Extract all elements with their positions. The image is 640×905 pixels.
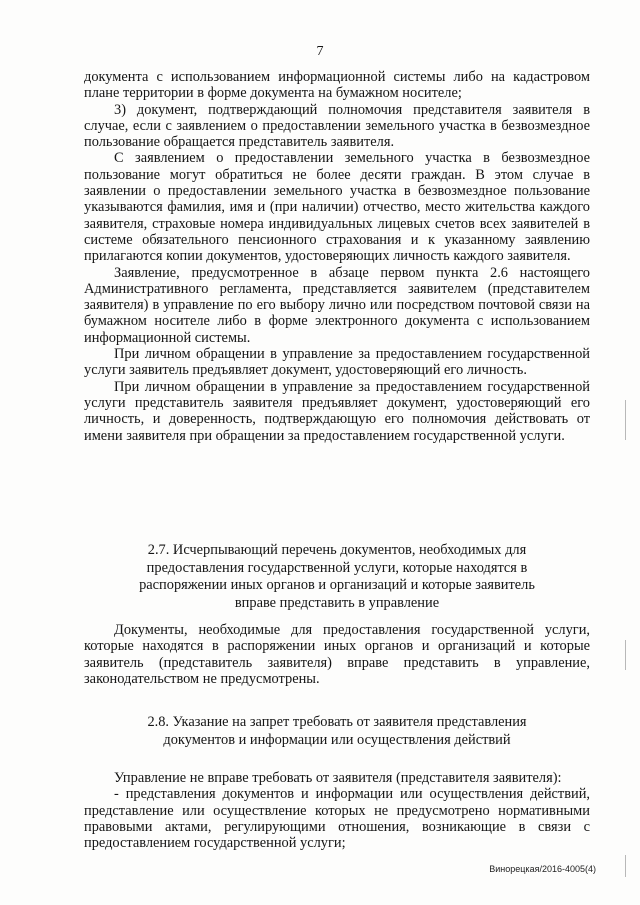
document-footer-code: Винорецкая/2016-4005(4) [489,864,596,874]
paragraph-personal-visit-applicant: При личном обращении в управление за предоставлением государственной услуги заявитель предъявляет документ, удостоверяющий его личность. [84,346,590,379]
paragraph-group-applicants: С заявлением о предоставлении земельного участка в безвозмездное пользование могут обратиться не более десяти граждан. В этом случае в заявлении о предоставлении земельного участка в безвозмездное пользование указываются фамилия, имя и (при наличии) отчество, место жительства каждого заявителя, страховые номера индивидуальных лицевых счетов всех заявителей в системе обязательного пенсионного страхования и к указанному заявлению прилагаются копии документов, удостоверяющих личность каждого заявителя. [84,150,590,265]
scan-edge-mark [625,855,626,877]
heading-line: распоряжении иных органов и организаций и которые заявитель [139,577,535,593]
main-text-block [84,69,590,444]
heading-line: предоставления государственной услуги, которые находятся в [146,559,528,576]
section-2-8-text [84,770,590,851]
paragraph-prohibition-item: - представления документов и информации или осуществления действий, представление или осуществление которых не предусмотрено нормативными правовыми актами, регулирующими отношения, возникающие в связи с предоставлением государственной услуги; [84,786,590,852]
scan-edge-mark [625,640,626,670]
section-heading-2-8 [84,714,590,749]
heading-line: 2.8. Указание на запрет требовать от заявителя представления [147,714,527,730]
scan-edge-mark [625,400,626,440]
paragraph-prohibition-intro: Управление не вправе требовать от заявителя (представителя заявителя): [114,770,562,786]
paragraph-documents-not-required: Документы, необходимые для предоставления государственной услуги, которые находятся в распоряжении иных органов и организаций и которые заявитель (представитель заявителя) вправе представить в управление, законодательством не предусмотрены. [84,622,590,687]
section-heading-2-7 [84,542,590,612]
page-number: 7 [316,44,324,59]
paragraph-item-3: 3) документ, подтверждающий полномочия представителя заявителя в случае, если с заявлением о предоставлении земельного участка в безвозмездное пользование обращается представитель заявителя. [84,101,590,151]
section-2-7-text [84,622,590,687]
paragraph-continuation: документа с использованием информационной системы либо на кадастровом плане территории в форме документа на бумажном носителе; [84,69,590,102]
paragraph-application-submission: Заявление, предусмотренное в абзаце первом пункта 2.6 настоящего Административного регламента, представляется заявителем (представителем заявителя) в управление по его выбору лично или посредством почтовой связи на бумажном носителе либо в форме электронного документа с использованием информационной системы. [84,264,590,346]
heading-line: 2.7. Исчерпывающий перечень документов, необходимых для [147,542,527,558]
heading-line: вправе представить в управление [234,594,440,611]
paragraph-personal-visit-representative: При личном обращении в управление за предоставлением государственной услуги представитель заявителя предъявляет документ, удостоверяющий его личность, и доверенность, подтверждающую его полномочия действовать от имени заявителя при обращении за предоставлением государственной услуги. [84,378,590,444]
heading-line: документов и информации или осуществления действий [163,731,511,748]
